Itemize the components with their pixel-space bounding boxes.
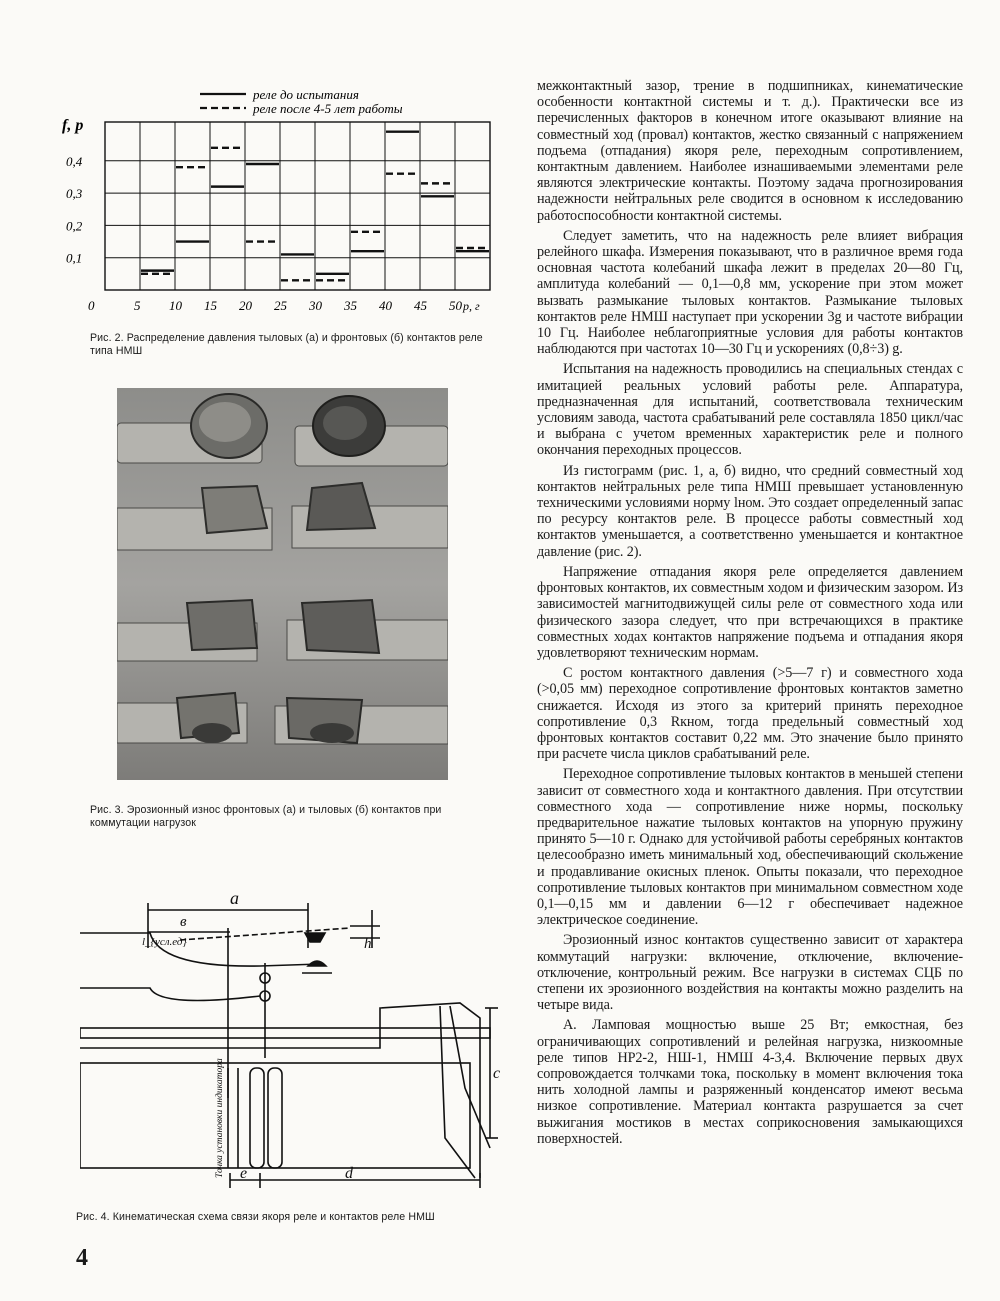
paragraph-7: Переходное сопротивление тыловых контактов в меньшей степени зависит от совместного хода и контактного давления. При отсутствии совместного хода — сопротивление ниже нормы, поскольку предварительное нажатие тыловых контактов на упорную пружину принято 5—10 г. Однако для устойчивой работы серебряных контактов целесообразно иметь минимальный ход, обеспечивающий скольжение и продавливание окисных пленок. Опыты показали, что переходное сопротивление тыловых контактов при минимальном совместном ходе 0,1—0,15 мм и давлении 6—12 г обеспечивает надежное электрическое соединение. [537, 766, 963, 929]
paragraph-5: Напряжение отпадания якоря реле определяется давлением фронтовых контактов, их совместным ходом и физическим зазором. Из зависимостей магнитодвижущей силы реле от совместного хода или физического зазора следует, что при встречающихся в практике совместных ходах контактов напряжение подъема и отпадания якоря удовлетворяют техническим нормам. [537, 563, 963, 661]
axis-ticks [66, 154, 463, 313]
x-tick-label: 50 [449, 298, 462, 313]
dimension-d: d [345, 1165, 353, 1182]
paragraph-8: Эрозионный износ контактов существенно зависит от характера коммутаций нагрузки: включение, отключение, включение-отключение, контрольный режим. Все нагрузки в системах СЦБ по степени их эрозионного воздействия на контакты можно разделить на четыре вида. [537, 932, 963, 1014]
figure-3-caption: Рис. 3. Эрозионный износ фронтовых (а) и тыловых (б) контактов при коммутации нагрузок [90, 804, 442, 829]
chart-frame [105, 122, 490, 290]
paragraph-9: А. Ламповая мощностью выше 25 Вт; емкостная, без ограничивающих сопротивлений и релейная нагрузка, низкоомные реле типов НР2-2, НШ-1, НМШ 4-3,4. Включение первых двух сопровождается толчками тока, поскольку в момент включения тока нить холодной лампы и разряженный конденсатор имеют весьма низкое сопротивление. Материал контакта разрушается за счет выжигания мостиков в местах соприкосновения замыкающихся поверхностей. [537, 1017, 963, 1147]
figure-4-kinematic-diagram [80, 888, 510, 1208]
y-axis-label: f, р [62, 117, 84, 134]
dimension-a: a [230, 888, 239, 908]
x-tick-label: 30 [309, 298, 322, 313]
x-tick-label: 0 [88, 298, 95, 313]
x-tick-label: 40 [379, 298, 392, 313]
figure-2-caption: Рис. 2. Распределение давления тыловых (а) и фронтовых (б) контактов реле типа НМШ [90, 332, 483, 357]
page-number: 4 [76, 1245, 88, 1271]
figure-2-histogram [60, 82, 500, 332]
paragraph-1: межконтактный зазор, трение в подшипниках, кинематические особенности контактной системы и т. д.). Практически все из перечисленных факторов в конечном итоге оказывают влияние на совместный ход (провал) контактов, жестко связанный с напряжением подъема (отпадания) якоря реле, переходным сопротивлением, контактным давлением. Наиболее изнашиваемыми элементами реле являются электрические контакты. Поэтому задача прогнозирования надежности нейтральных реле сводится в основном к исследованию работоспособности контактной системы. [537, 78, 963, 224]
paragraph-6: С ростом контактного давления (>5—7 г) и совместного хода (>0,05 мм) переходное сопротивление фронтовых контактов заметно снижается. Исходя из этого за критерий принять переходное сопротивление 0,3 Rкном, тогда предельный совместный ход фронтовых контактов составит 0,22 мм. Это значение было принято при расчете числа циклов срабатываний реле. [537, 665, 963, 763]
x-tick-label: 35 [344, 298, 357, 313]
dimension-l: l_{усл.ед} [142, 936, 187, 948]
x-tick-label: 5 [134, 298, 141, 313]
x-axis-label: р, г [463, 299, 480, 313]
legend-solid-label: реле до испытания [253, 87, 359, 102]
indicator-label: Точка установки индикатора [215, 1058, 225, 1178]
chart-legend [200, 87, 403, 116]
article-body [537, 78, 963, 1151]
x-tick-label: 10 [169, 298, 182, 313]
dimension-h: h [364, 936, 372, 952]
x-tick-label: 45 [414, 298, 427, 313]
dimension-c: c [493, 1065, 501, 1082]
x-tick-label: 20 [239, 298, 252, 313]
legend-dashed-label: реле после 4-5 лет работы [253, 101, 403, 116]
chart-grid [105, 122, 490, 290]
y-tick-label: 0,3 [66, 186, 83, 202]
figure-4-caption: Рис. 4. Кинематическая схема связи якоря реле и контактов реле НМШ [76, 1211, 435, 1223]
x-tick-label: 15 [204, 298, 217, 313]
x-tick-label: 25 [274, 298, 287, 313]
dimension-b: в [180, 914, 187, 930]
dimension-e: e [240, 1165, 248, 1182]
figure-3-photo [117, 388, 448, 780]
paragraph-3: Испытания на надежность проводились на специальных стендах с имитацией реальных условий работы реле. Аппаратура, предназначенная для испытаний, соответствовала техническим условиям завода, частота срабатываний реле составляла 1850 цикл/час и выбрана с учетом временных характеристик реле и полного окончания переходных процессов. [537, 361, 963, 459]
paragraph-4: Из гистограмм (рис. 1, а, б) видно, что средний совместный ход контактов нейтральных реле типа НМШ превышает установленную техническими условиями норму lном. Это создает определенный запас по ресурсу контактов реле. В процессе работы совместный ход контактов уменьшается, а соответственно уменьшается и контактное давление (рис. 2). [537, 462, 963, 560]
y-tick-label: 0,1 [66, 250, 83, 266]
y-tick-label: 0,2 [66, 218, 83, 234]
y-tick-label: 0,4 [66, 153, 83, 169]
paragraph-2: Следует заметить, что на надежность реле влияет вибрация релейного шкафа. Измерения показывают, что в различное время года основная частота колебаний шкафа лежит в пределах 20—80 Гц, амплитуда колебаний — 0,1—0,8 мм, ускорение при этом может вызвать размыкание тыловых контактов. Размыкание тыловых контактов реле НМШ наступает при ускорении 3g и частоте вибрации 10 Гц. Наиболее неблагоприятные условия для работы контактов наблюдаются при частотах 10—30 Гц и ускорениях (0,8÷3) g. [537, 227, 963, 358]
